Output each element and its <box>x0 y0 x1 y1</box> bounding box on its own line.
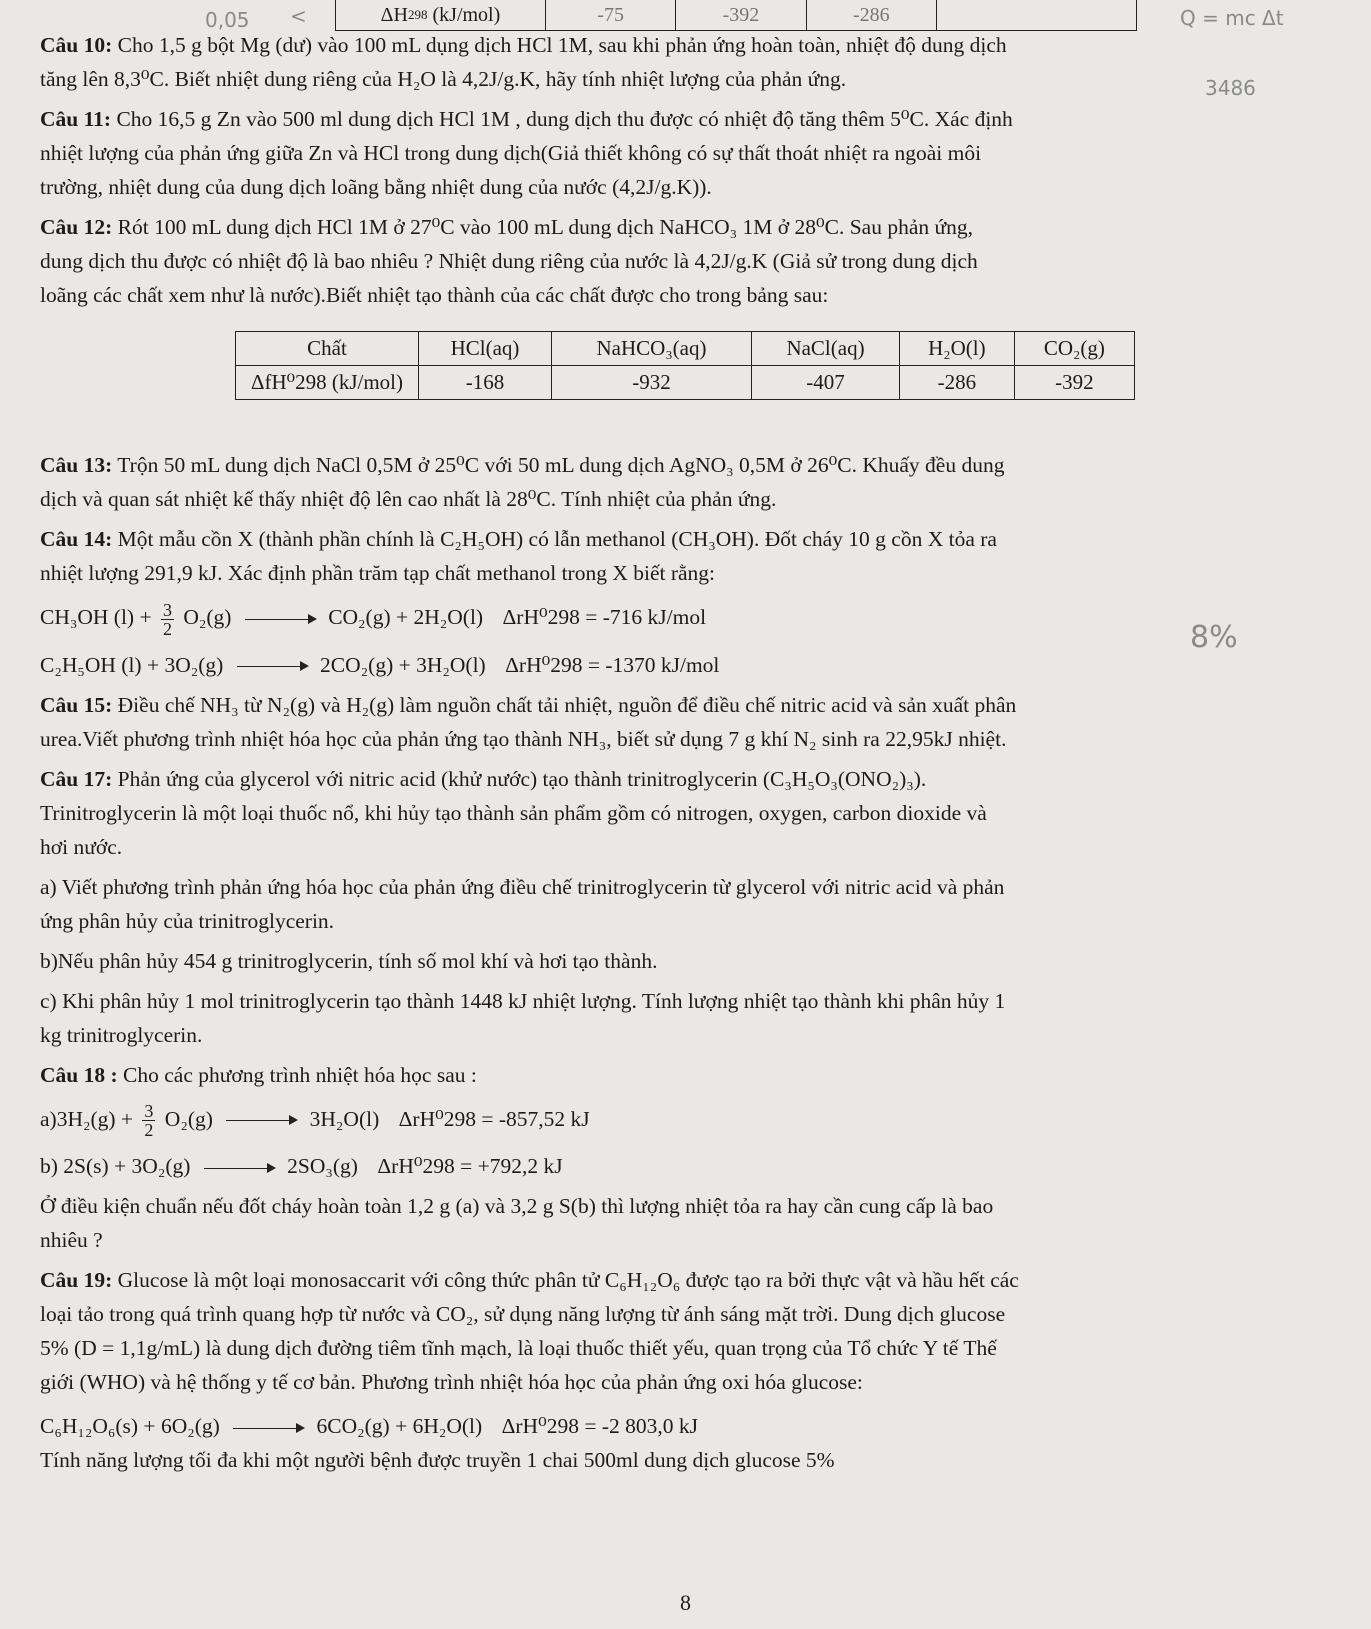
document-page-continued: Câu 13: Trộn 50 mL dung dịch NaCl 0,5M ở 25⁰C với 50 mL dung dịch AgNO₃ 0,5M ở 26⁰C. Khuấy đều dung dịch và quan sát nhiệt kế thấy nhiệt độ lên cao nhất là 28⁰C. Tính nhiệt của phản ứng. Câu 14: Một mẫu cồn X (thành phần chính là C₂H₅OH) có lẫn methanol (CH₃OH). Đốt cháy 10 g cồn X tỏa ra nhiệt lượng 291,9 kJ. Xác định phần trăm tạp chất methanol trong X biết rằng: CH₃OH (l) + $\frac{3}{2}$ O₂(g) CO₂(g) + 2H₂O(l) ΔrH⁰298 = -716 kJ/mol C₂H₅OH (l) + 3O₂(g) 2CO₂(g) + 3H₂O(l) ΔrH⁰298 = -1370 kJ/mol Câu 15: Điều chế NH₃ từ N₂(g) và H₂(g) làm nguồn chất tải nhiệt, nguồn để điều chế nitric acid và sản xuất phân urea.Viết phương trình nhiệt hóa học của phản ứng tạo thành NH₃, biết sử dụng 7 g khí N₂ sinh ra 22,95kJ nhiệt. Câu 17: Phản ứng của glycerol với nitric acid (khử nước) tạo thành trinitroglycerin (C₃H₅O₃(ONO₂)₃). Trinitroglycerin là một loại thuốc nổ, khi hủy tạo thành sản phẩm gồm có nitrogen, oxygen, carbon dioxide và hơi nước. a) Viết phương trình phản ứng hóa học của phản ứng điều chế trinitroglycerin từ glycerol với nitric acid và phản ứng phân hủy của trinitroglycerin. b)Nếu phân hủy 454 g trinitroglycerin, tính số mol khí và hơi tạo thành. c) Khi phân hủy 1 mol trinitroglycerin tạo thành 1448 kJ nhiệt lượng. Tính lượng nhiệt tạo thành khi phân hủy 1 kg trinitroglycerin. Câu 18 : Cho các phương trình nhiệt hóa học sau : a)3H₂(g) + $\frac{3}{2}$ O₂(g) 3H₂O(l) ΔrH⁰298 = -857,52 kJ b) 2S(s) + 3O₂(g) 2SO₃(g) ΔrH⁰298 = +792,2 kJ Ở điều kiện chuẩn nếu đốt cháy hoàn toàn 1,2 g (a) và 3,2 g S(b) thì lượng nhiệt tỏa ra hay cần cung cấp là bao nhiêu ? Câu 19: Glucose là một loại monosaccarit với công thức phân tử C₆H₁₂O₆ được tạo ra bởi thực vật và hầu hết các loại tảo trong quá trình quang hợp từ nước và CO₂, sử dụng năng lượng từ ánh sáng mặt trời. Dung dịch glucose 5% (D = 1,1g/mL) là dung dịch đường tiêm tĩnh mạch, là loại thuốc thiết yếu, quan trọng của Tổ chức Y tế Thế giới (WHO) và hệ thống y tế cơ bản. Phương trình nhiệt hóa học của phản ứng oxi hóa glucose: C₆H₁₂O₆(s) + 6O₂(g) 6CO₂(g) + 6H₂O(l) ΔrH⁰298 = -2 803,0 kJ Tính năng lượng tối đa khi một người bệnh được truyền 1 chai 500ml dung dịch glucose 5% <box>40 448 1330 1477</box>
question-13: Câu 13: Trộn 50 mL dung dịch NaCl 0,5M ở 25⁰C với 50 mL dung dịch AgNO₃ 0,5M ở 26⁰C. Khuấy đều dung <box>40 453 1005 477</box>
table-header-row <box>236 332 1135 366</box>
table-header-cell: NaCl(aq) <box>751 332 899 366</box>
table-cell: -932 <box>552 366 752 400</box>
question-10: Câu 10: Cho 1,5 g bột Mg (dư) vào 100 mL dụng dịch HCl 1M, sau khi phản ứng hoàn toàn, nhiệt độ dung dịch <box>40 33 1007 57</box>
top-table-cell-empty <box>937 0 1136 30</box>
top-table-cell: -75 <box>546 0 676 30</box>
document-page: Câu 10: Cho 1,5 g bột Mg (dư) vào 100 mL dụng dịch HCl 1M, sau khi phản ứng hoàn toàn, nhiệt độ dung dịch tăng lên 8,3⁰C. Biết nhiệt dung riêng của H₂O là 4,2J/g.K, hãy tính nhiệt lượng của phản ứng. Câu 11: Cho 16,5 g Zn vào 500 ml dung dịch HCl 1M , dung dịch thu được có nhiệt độ tăng thêm 5⁰C. Xác định nhiệt lượng của phản ứng giữa Zn và HCl trong dung dịch(Giả thiết không có sự thất thoát nhiệt ra ngoài môi trường, nhiệt dung của dung dịch loãng bằng nhiệt dung của nước (4,2J/g.K)). Câu 12: Rót 100 mL dung dịch HCl 1M ở 27⁰C vào 100 mL dung dịch NaHCO₃ 1M ở 28⁰C. Sau phản ứng, dung dịch thu được có nhiệt độ là bao nhiêu ? Nhiệt dung riêng của nước là 4,2J/g.K (Giả sử trong dung dịch loãng các chất xem như là nước).Biết nhiệt tạo thành của các chất được cho trong bảng sau: <box>40 28 1330 312</box>
equation-glucose: C₆H₁₂O₆(s) + 6O₂(g) 6CO₂(g) + 6H₂O(l) ΔrH⁰298 = -2 803,0 kJ <box>40 1414 698 1439</box>
table-cell: -407 <box>751 366 899 400</box>
question-17: Câu 17: Phản ứng của glycerol với nitric acid (khử nước) tạo thành trinitroglycerin (C₃H₅O₃(ONO₂)₃). <box>40 766 927 791</box>
question-18: Câu 18 : Cho các phương trình nhiệt hóa học sau : <box>40 1062 477 1087</box>
formation-enthalpy-table <box>235 331 1135 400</box>
handwritten-note: 0,05 <box>205 8 250 32</box>
handwritten-note: 3486 <box>1205 76 1256 100</box>
reaction-arrow <box>245 619 315 620</box>
reaction-arrow <box>233 1428 303 1429</box>
table-header-cell: H₂O(l) <box>900 332 1015 366</box>
question-14: Câu 14: Một mẫu cồn X (thành phần chính là C₂H₅OH) có lẫn methanol (CH₃OH). Đốt cháy 10 g cồn X tỏa ra <box>40 527 997 551</box>
top-partial-table <box>335 0 1137 31</box>
table-row-label: ΔfH⁰298 (kJ/mol) <box>236 366 419 400</box>
fraction: $\frac{3}{2}$ <box>162 599 172 639</box>
handwritten-note: < <box>290 4 307 28</box>
top-table-cell: -392 <box>676 0 806 30</box>
table-header-cell: HCl(aq) <box>419 332 552 366</box>
handwritten-note: Q = mc Δt <box>1180 6 1284 30</box>
table-cell: -392 <box>1014 366 1134 400</box>
page-number: 8 <box>680 1590 691 1615</box>
question-11: Câu 11: Cho 16,5 g Zn vào 500 ml dung dịch HCl 1M , dung dịch thu được có nhiệt độ tăng thêm 5⁰C. Xác định <box>40 107 1013 131</box>
question-12: Câu 12: Rót 100 mL dung dịch HCl 1M ở 27⁰C vào 100 mL dung dịch NaHCO₃ 1M ở 28⁰C. Sau phản ứng, <box>40 215 974 239</box>
equation-methanol: CH₃OH (l) + $\frac{3}{2}$ O₂(g) CO₂(g) + 2H₂O(l) ΔrH⁰298 = -716 kJ/mol <box>40 599 707 639</box>
equation-b: b) 2S(s) + 3O₂(g) 2SO₃(g) ΔrH⁰298 = +792,2 kJ <box>40 1154 563 1179</box>
reaction-arrow <box>204 1168 274 1169</box>
top-table-label: Δ H 298 (kJ/mol) <box>336 0 546 30</box>
table-row <box>236 366 1135 400</box>
table-header-cell: NaHCO₃(aq) <box>552 332 752 366</box>
question-19: Câu 19: Glucose là một loại monosaccarit với công thức phân tử C₆H₁₂O₆ được tạo ra bởi thực vật và hầu hết các <box>40 1268 1019 1293</box>
top-table-cell: -286 <box>807 0 937 30</box>
equation-ethanol: C₂H₅OH (l) + 3O₂(g) 2CO₂(g) + 3H₂O(l) ΔrH⁰298 = -1370 kJ/mol <box>40 652 720 677</box>
reaction-arrow <box>226 1120 296 1121</box>
equation-a: a)3H₂(g) + $\frac{3}{2}$ O₂(g) 3H₂O(l) ΔrH⁰298 = -857,52 kJ <box>40 1101 590 1141</box>
table-header-cell: CO₂(g) <box>1014 332 1134 366</box>
reaction-arrow <box>237 666 307 667</box>
table-cell: -286 <box>900 366 1015 400</box>
table-cell: -168 <box>419 366 552 400</box>
fraction: $\frac{3}{2}$ <box>144 1101 154 1141</box>
handwritten-note: 8% <box>1190 620 1238 655</box>
question-15: Câu 15: Điều chế NH₃ từ N₂(g) và H₂(g) làm nguồn chất tải nhiệt, nguồn để điều chế nitric acid và sản xuất phân <box>40 692 1017 717</box>
table-header-cell: Chất <box>236 332 419 366</box>
